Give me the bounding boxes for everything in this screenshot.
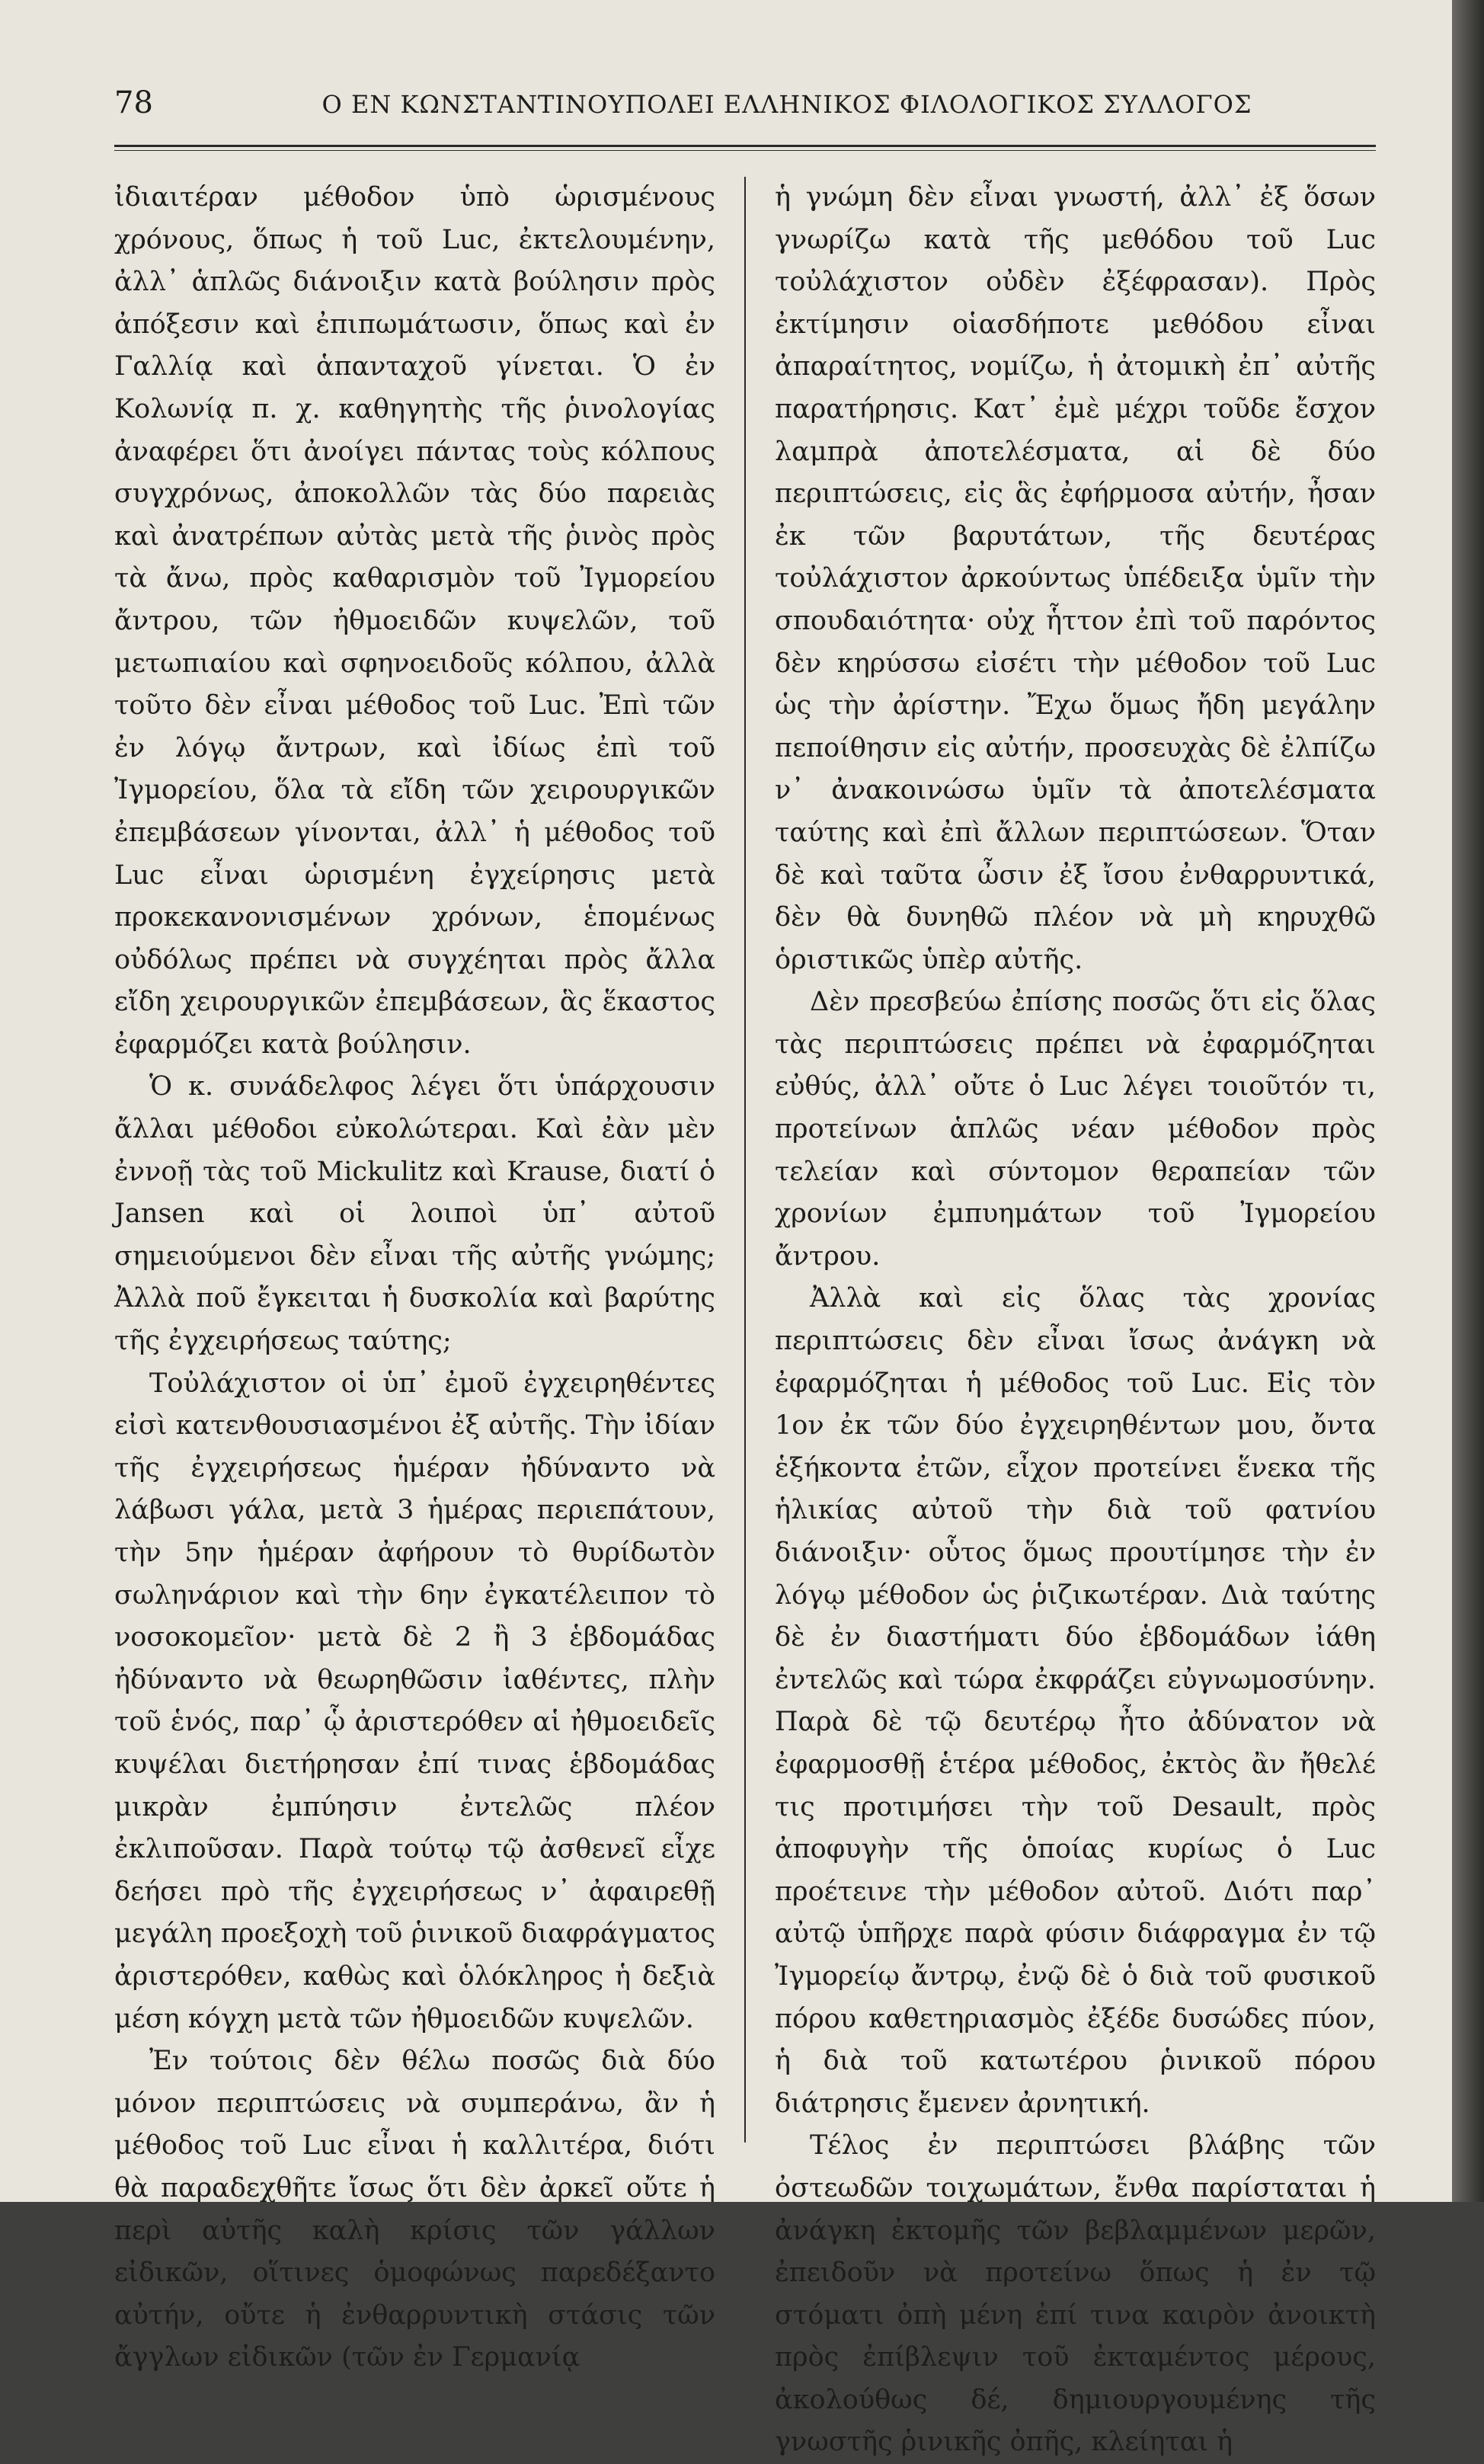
right-column: [746, 177, 1376, 2458]
header-rule-thick: [114, 145, 1376, 147]
page-header: [114, 85, 1376, 131]
running-title: Ο ΕΝ ΚΩΝΣΤΑΝΤΙΝΟΥΠΟΛΕΙ ΕΛΛΗΝΙΚΟΣ ΦΙΛΟΛΟΓΙΚΟΣ ΣΥΛΛΟΓΟΣ: [321, 90, 1252, 119]
left-paragraph-2: Ὁ κ. συνάδελφος λέγει ὅτι ὑπάρχουσιν ἄλλαι μέθοδοι εὐκολώτεραι. Καὶ ἐὰν μὲν ἐννοῇ τὰς τοῦ Mickulitz καὶ Krause, διατί ὁ Jansen καὶ οἱ λοιποὶ ὑπ᾽ αὐτοῦ σημειούμενοι δὲν εἶναι τῆς αὐτῆς γνώμης; Ἀλλὰ ποῦ ἔγκειται ἡ δυσκολία καὶ βαρύτης τῆς ἐγχειρήσεως ταύτης;: [114, 1071, 715, 1357]
left-paragraph-1: ἰδιαιτέραν μέθοδον ὑπὸ ὡρισμένους χρόνους, ὅπως ἡ τοῦ Luc, ἐκτελουμένην, ἀλλ᾽ ἁπλῶς διάνοιξιν κατὰ βούλησιν πρὸς ἀπόξεσιν καὶ ἐπιπωμάτωσιν, ὅπως καὶ ἐν Γαλλίᾳ καὶ ἁπανταχοῦ γίνεται. Ὁ ἐν Κολωνίᾳ π. χ. καθηγητὴς τῆς ῥινολογίας ἀναφέρει ὅτι ἀνοίγει πάντας τοὺς κόλπους συγχρόνως, ἀποκολλῶν τὰς δύο παρειὰς καὶ ἀνατρέπων αὐτὰς μετὰ τῆς ῥινὸς πρὸς τὰ ἄνω, πρὸς καθαρισμὸν τοῦ Ἰγμορείου ἄντρου, τῶν ἠθμοειδῶν κυψελῶν, τοῦ μετωπιαίου καὶ σφηνοειδοῦς κόλπου, ἀλλὰ τοῦτο δὲν εἶναι μέθοδος τοῦ Luc. Ἐπὶ τῶν ἐν λόγῳ ἄντρων, καὶ ἰδίως ἐπὶ τοῦ Ἰγμορείου, ὅλα τὰ εἴδη τῶν χειρουργικῶν ἐπεμβάσεων γίνονται, ἀλλ᾽ ἡ μέθοδος τοῦ Luc εἶναι ὡρισμένη ἐγχείρησις μετὰ προκεκανονισμένων χρόνων, ἑπομένως οὐδόλως πρέπει νὰ συγχέηται πρὸς ἄλλα εἴδη χειρουργικῶν ἐπεμβάσεων, ἃς ἕκαστος ἐφαρμόζει κατὰ βούλησιν.: [114, 182, 715, 1060]
header-rule-thin: [114, 150, 1376, 151]
left-column: [114, 177, 744, 2373]
right-paragraph-3: Ἀλλὰ καὶ εἰς ὅλας τὰς χρονίας περιπτώσεις δὲν εἶναι ἴσως ἀνάγκη νὰ ἐφαρμόζηται ἡ μέθοδος τοῦ Luc. Εἰς τὸν 1ον ἐκ τῶν δύο ἐγχειρηθέντων μου, ὄντα ἑξήκοντα ἐτῶν, εἶχον προτείνει ἕνεκα τῆς ἡλικίας αὐτοῦ τὴν διὰ τοῦ φατνίου διάνοιξιν· οὗτος ὅμως προυτίμησε τὴν ἐν λόγῳ μέθοδον ὡς ῥιζικωτέραν. Διὰ ταύτης δὲ ἐν διαστήματι δύο ἑβδομάδων ἰάθη ἐντελῶς καὶ τώρα ἐκφράζει εὐγνωμοσύνην. Παρὰ δὲ τῷ δευτέρῳ ἦτο ἀδύνατον νὰ ἐφαρμοσθῇ ἑτέρα μέθοδος, ἐκτὸς ἂν ἤθελέ τις προτιμήσει τὴν τοῦ Desault, πρὸς ἀποφυγὴν τῆς ὁποίας κυρίως ὁ Luc προέτεινε τὴν μέθοδον αὐτοῦ. Διότι παρ᾽ αὐτῷ ὑπῆρχε παρὰ φύσιν διάφραγμα ἐν τῷ Ἰγμορείῳ ἄντρῳ, ἐνῷ δὲ ὁ διὰ τοῦ φυσικοῦ πόρου καθετηριασμὸς ἐξέδε δυσώδες πύον, ἡ διὰ τοῦ κατωτέρου ῥινικοῦ πόρου διάτρησις ἔμενεν ἀρνητική.: [775, 1283, 1376, 2119]
right-paragraph-4: Τέλος ἐν περιπτώσει βλάβης τῶν ὀστεωδῶν τοιχωμάτων, ἔνθα παρίσταται ἡ ἀνάγκη ἐκτομῆς τῶν βεβλαμμένων μερῶν, ἐπειδοῦν νὰ προτείνω ὅπως ἡ ἐν τῷ στόματι ὀπὴ μένη ἐπί τινα καιρὸν ἀνοικτὴ πρὸς ἐπίβλεψιν τοῦ ἐκταμέντος μέρους, ἀκολούθως δέ, δημιουργουμένης τῆς γνωστῆς ῥινικῆς ὀπῆς, κλείηται ἡ: [775, 2130, 1376, 2458]
left-paragraph-4: Ἐν τούτοις δὲν θέλω ποσῶς διὰ δύο μόνον περιπτώσεις νὰ συμπεράνω, ἂν ἡ μέθοδος τοῦ Luc εἶναι ἡ καλλιτέρα, διότι θὰ παραδεχθῆτε ἴσως ὅτι δὲν ἀρκεῖ οὔτε ἡ περὶ αὐτῆς καλὴ κρίσις τῶν γάλλων εἰδικῶν, οἵτινες ὁμοφώνως παρεδέξαντο αὐτήν, οὔτε ἡ ἐνθαρρυντικὴ στάσις τῶν ἄγγλων εἰδικῶν (τῶν ἐν Γερμανίᾳ: [114, 2046, 715, 2373]
scan-edge-shadow: [1452, 0, 1484, 2202]
right-paragraph-1: ἡ γνώμη δὲν εἶναι γνωστή, ἀλλ᾽ ἐξ ὅσων γνωρίζω κατὰ τῆς μεθόδου τοῦ Luc τοὐλάχιστον οὐδὲν ἐξέφρασαν). Πρὸς ἐκτίμησιν οἱασδήποτε μεθόδου εἶναι ἀπαραίτητος, νομίζω, ἡ ἀτομικὴ ἐπ᾽ αὐτῆς παρατήρησις. Κατ᾽ ἐμὲ μέχρι τοῦδε ἔσχον λαμπρὰ ἀποτελέσματα, αἱ δὲ δύο περιπτώσεις, εἰς ἃς ἐφήρμοσα αὐτήν, ἦσαν ἐκ τῶν βαρυτάτων, τῆς δευτέρας τοὐλάχιστον ἀρκούντως ὑπέδειξα ὑμῖν τὴν σπουδαιότητα· οὐχ ἧττον ἐπὶ τοῦ παρόντος δὲν κηρύσσω εἰσέτι τὴν μέθοδον τοῦ Luc ὡς τὴν ἀρίστην. Ἔχω ὅμως ἤδη μεγάλην πεποίθησιν εἰς αὐτήν, προσευχὰς δὲ ἐλπίζω ν᾽ ἀνακοινώσω ὑμῖν τὰ ἀποτελέσματα ταύτης καὶ ἐπὶ ἄλλων περιπτώσεων. Ὅταν δὲ καὶ ταῦτα ὦσιν ἐξ ἴσου ἐνθαρρυντικά, δὲν θὰ δυνηθῶ πλέον νὰ μὴ κηρυχθῶ ὁριστικῶς ὑπὲρ αὐτῆς.: [775, 182, 1376, 975]
right-paragraph-2: Δὲν πρεσβεύω ἐπίσης ποσῶς ὅτι εἰς ὅλας τὰς περιπτώσεις πρέπει νὰ ἐφαρμόζηται εὐθύς, ἀλλ᾽ οὔτε ὁ Luc λέγει τοιοῦτόν τι, προτείνων ἁπλῶς νέαν μέθοδον πρὸς τελείαν καὶ σύντομον θεραπείαν τῶν χρονίων ἐμπυημάτων τοῦ Ἰγμορείου ἄντρου.: [775, 987, 1376, 1272]
text-columns: [114, 177, 1376, 2458]
page-number: 78: [114, 85, 153, 120]
left-paragraph-3: Τοὐλάχιστον οἱ ὑπ᾽ ἐμοῦ ἐγχειρηθέντες εἰσὶ κατενθουσιασμένοι ἐξ αὐτῆς. Τὴν ἰδίαν τῆς ἐγχειρήσεως ἡμέραν ἠδύναντο νὰ λάβωσι γάλα, μετὰ 3 ἡμέρας περιεπάτουν, τὴν 5ην ἡμέραν ἀφήρουν τὸ θυρίδωτὸν σωληνάριον καὶ τὴν 6ην ἐγκατέλειπον τὸ νοσοκομεῖον· μετὰ δὲ 2 ἢ 3 ἑβδομάδας ἠδύναντο νὰ θεωρηθῶσιν ἰαθέντες, πλὴν τοῦ ἑνός, παρ᾽ ᾧ ἀριστερόθεν αἱ ἠθμοειδεῖς κυψέλαι διετήρησαν ἐπί τινας ἑβδομάδας μικρὰν ἐμπύησιν ἐντελῶς πλέον ἐκλιποῦσαν. Παρὰ τούτῳ τῷ ἀσθενεῖ εἶχε δεήσει πρὸ τῆς ἐγχειρήσεως ν᾽ ἀφαιρεθῇ μεγάλη προεξοχὴ τοῦ ῥινικοῦ διαφράγματος ἀριστερόθεν, καθὼς καὶ ὁλόκληρος ἡ δεξιὰ μέση κόγχη μετὰ τῶν ἠθμοειδῶν κυψελῶν.: [114, 1368, 715, 2034]
